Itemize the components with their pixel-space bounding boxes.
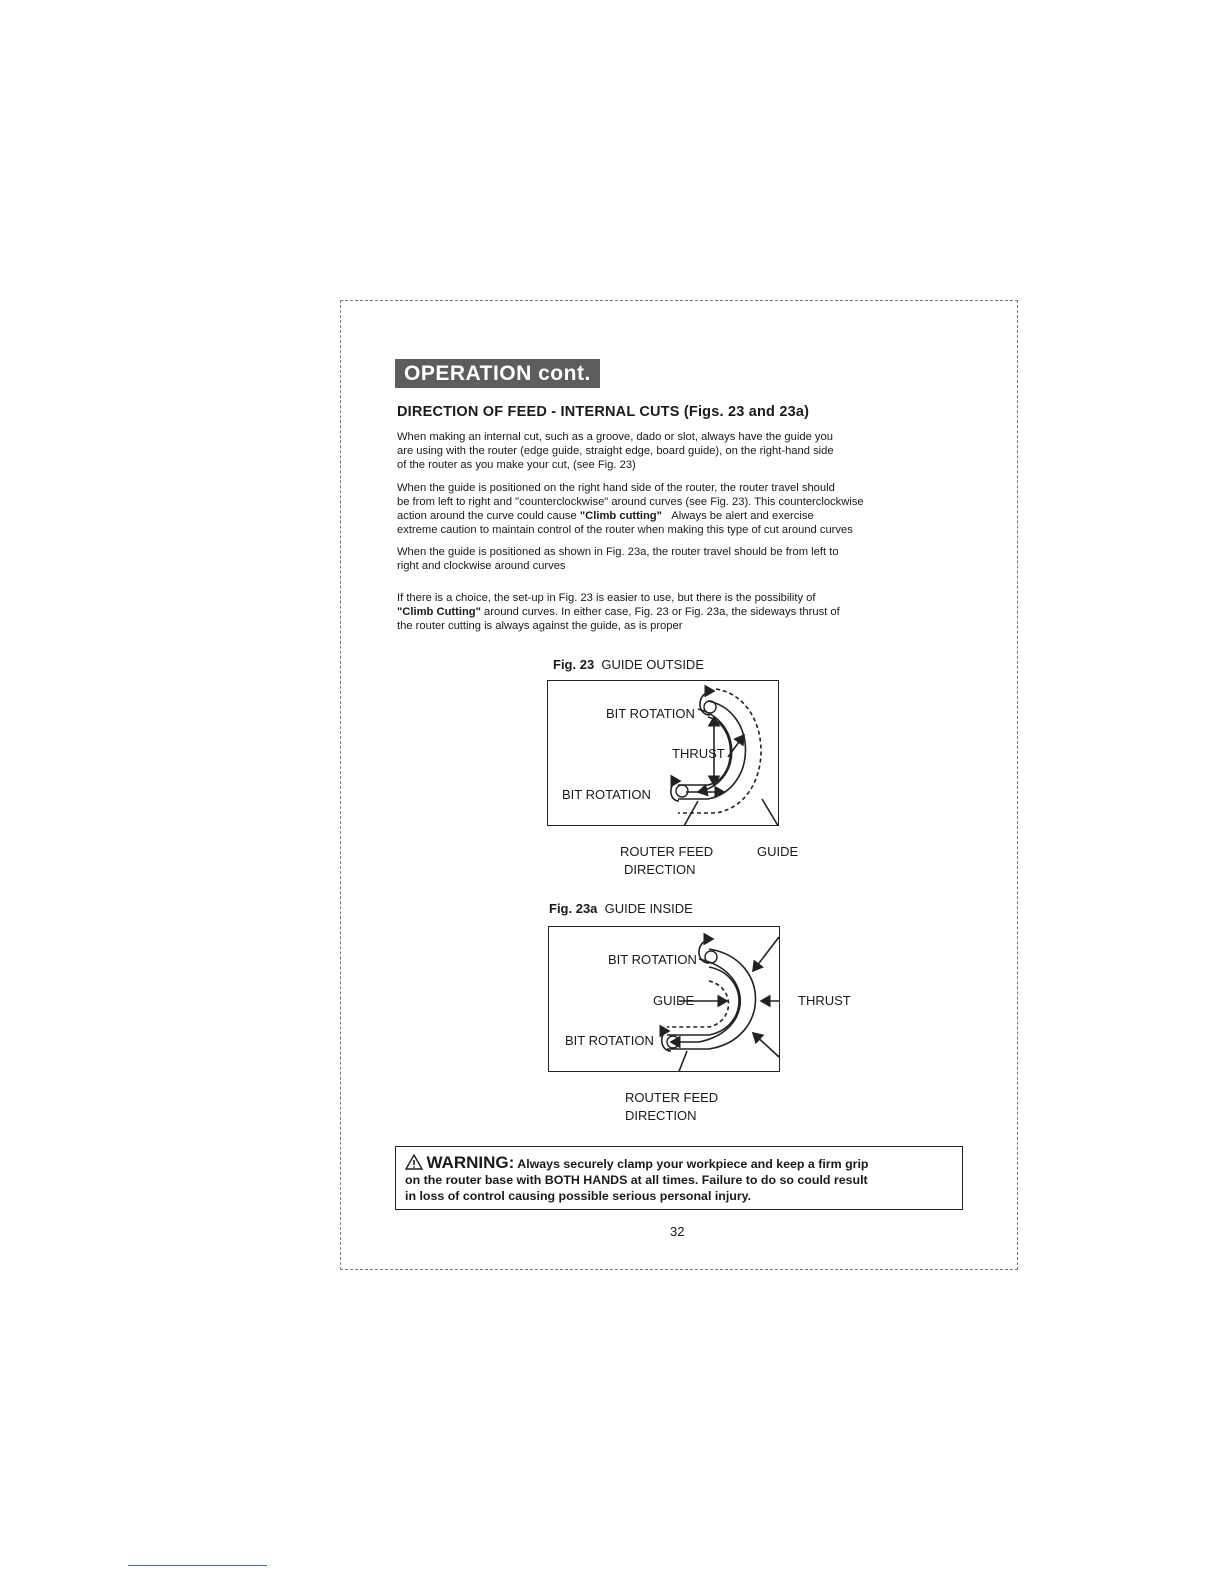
figure-23-caption — [553, 657, 704, 672]
router-bit-bottom — [676, 785, 688, 797]
section-badge: OPERATION cont. — [395, 359, 600, 388]
text-line: right and clockwise around curves — [397, 560, 566, 572]
text-fragment: around curves. In either case, Fig. 23 or Fig. 23a, the sideways thrust of — [484, 606, 840, 618]
figure-23-bit-rotation-top: BIT ROTATION — [606, 706, 695, 721]
figure-title: GUIDE OUTSIDE — [601, 657, 704, 672]
text-line — [397, 605, 997, 619]
text-line: If there is a choice, the set-up in Fig. 23 is easier to use, but there is the possibility of — [397, 592, 816, 604]
figure-title: GUIDE INSIDE — [604, 901, 693, 916]
figure-23-direction: DIRECTION — [624, 862, 696, 877]
warning-line: in loss of control causing possible serious personal injury. — [405, 1189, 752, 1203]
guide-leader — [762, 799, 778, 825]
router-bit-top — [704, 701, 716, 713]
bit-rotation-bottom-arc — [662, 1031, 671, 1051]
text-line: extreme caution to maintain control of the router when making this type of cut around curves — [397, 524, 853, 536]
figure-23a-direction: DIRECTION — [625, 1108, 697, 1123]
figure-23a-guide: GUIDE — [653, 993, 695, 1008]
figure-23a-bit-rotation-top: BIT ROTATION — [608, 952, 697, 967]
figure-23-guide: GUIDE — [757, 844, 799, 859]
figure-23-thrust: THRUST — [672, 746, 725, 761]
text-fragment: Always be alert and exercise — [671, 510, 814, 522]
paragraph-1 — [397, 430, 997, 472]
router-feed-leader — [669, 1051, 687, 1071]
text-line: the router cutting is always against the guide, as is proper — [397, 620, 683, 632]
warning-triangle-icon — [405, 1154, 423, 1170]
figure-23-bit-rotation-bottom: BIT ROTATION — [562, 787, 651, 802]
section-heading: DIRECTION OF FEED - INTERNAL CUTS (Figs. 23 and 23a) — [397, 404, 810, 420]
warning-title: WARNING: — [426, 1153, 515, 1172]
page-number: 32 — [670, 1224, 685, 1239]
figure-23a-caption — [549, 901, 693, 916]
thrust-arrow-bottom — [753, 1033, 779, 1057]
text-line: When the guide is positioned on the right hand side of the router, the router travel should — [397, 482, 835, 494]
figure-23-box — [547, 680, 779, 826]
figure-number: Fig. 23a — [549, 901, 598, 916]
text-line: When making an internal cut, such as a groove, dado or slot, always have the guide you — [397, 431, 833, 443]
text-line: be from left to right and "counterclockwise" around curves (see Fig. 23). This counterclockwise — [397, 496, 864, 508]
text-line — [397, 509, 997, 523]
warning-text — [405, 1154, 868, 1204]
figure-23a-thrust: THRUST — [798, 993, 851, 1008]
warning-box — [395, 1146, 963, 1210]
text-fragment: action around the curve could cause — [397, 510, 577, 522]
figure-number: Fig. 23 — [553, 657, 595, 672]
text-line: of the router as you make your cut, (see Fig. 23) — [397, 459, 636, 471]
warning-line-text: Always securely clamp your workpiece and keep a firm grip — [517, 1157, 869, 1171]
thrust-arrow-top — [753, 937, 779, 971]
figure-23a-router-feed: ROUTER FEED — [625, 1090, 719, 1105]
warning-line — [405, 1154, 868, 1172]
paragraph-3 — [397, 545, 997, 573]
paragraph-4 — [397, 591, 997, 633]
router-bit-top — [705, 951, 717, 963]
text-line: are using with the router (edge guide, straight edge, board guide), on the right-hand side — [397, 445, 834, 457]
climb-cutting-emphasis: "Climb Cutting" — [397, 606, 481, 618]
figure-23-diagram — [548, 681, 778, 825]
warning-line: on the router base with BOTH HANDS at all times. Failure to do so could result — [405, 1173, 868, 1187]
figure-23a-bit-rotation-bottom: BIT ROTATION — [565, 1033, 654, 1048]
footnote-rule — [128, 1565, 267, 1566]
climb-cutting-emphasis: "Climb cutting" — [579, 510, 662, 522]
figure-23-router-feed: ROUTER FEED — [620, 844, 714, 859]
paragraph-2 — [397, 481, 997, 537]
text-line: When the guide is positioned as shown in Fig. 23a, the router travel should be from left to — [397, 546, 839, 558]
